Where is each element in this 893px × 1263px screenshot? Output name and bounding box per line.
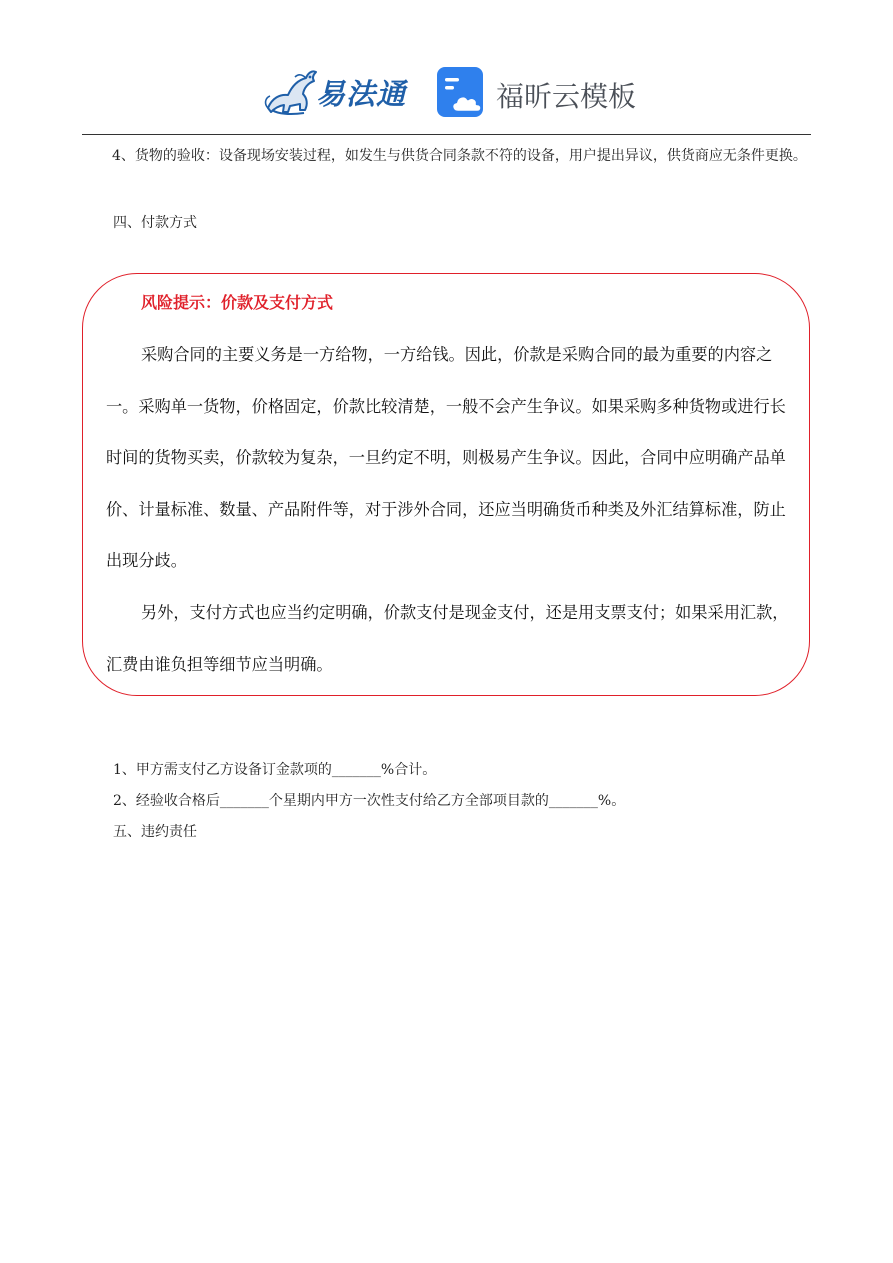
payment-item-1: 1、甲方需支付乙方设备订金款项的_______%合计。 xyxy=(113,762,437,778)
page-header xyxy=(0,56,893,126)
foxit-template-logo xyxy=(436,66,636,118)
risk-notice-title: 风险提示：价款及支付方式 xyxy=(141,293,334,312)
risk-notice-paragraph-2: 另外，支付方式也应当约定明确，价款支付是现金支付，还是用支票支付；如果采用汇款，汇费由谁负担等细节应当明确。 xyxy=(106,602,789,674)
header-divider xyxy=(82,134,811,135)
acceptance-clause-text: 4、货物的验收：设备现场安装过程，如发生与供货合同条款不符的设备，用户提出异议，供货商应无条件更换。 xyxy=(112,148,807,164)
yifatong-logo xyxy=(262,64,412,116)
payment-item-2: 2、经验收合格后_______个星期内甲方一次性支付给乙方全部项目款的_______%。 xyxy=(113,793,626,809)
section-title-liability: 五、违约责任 xyxy=(113,824,197,840)
yifatong-logo-text: 易法通 xyxy=(316,77,407,111)
foxit-template-logo-text: 福昕云模板 xyxy=(496,80,637,113)
qilin-mascot-icon xyxy=(262,64,320,118)
cloud-document-icon xyxy=(436,66,488,118)
section-title-payment: 四、付款方式 xyxy=(113,215,197,231)
risk-notice-body xyxy=(106,329,796,690)
acceptance-clause xyxy=(82,141,812,172)
risk-notice-paragraph-1: 采购合同的主要义务是一方给物，一方给钱。因此，价款是采购合同的最为重要的内容之一。采购单一货物，价格固定，价款比较清楚，一般不会产生争议。如果采购多种货物或进行长时间的货物买卖，价款较为复杂，一旦约定不明，则极易产生争议。因此，合同中应明确产品单价、计量标准、数量、产品附件等，对于涉外合同，还应当明确货币种类及外汇结算标准，防止出现分歧。 xyxy=(106,345,786,571)
